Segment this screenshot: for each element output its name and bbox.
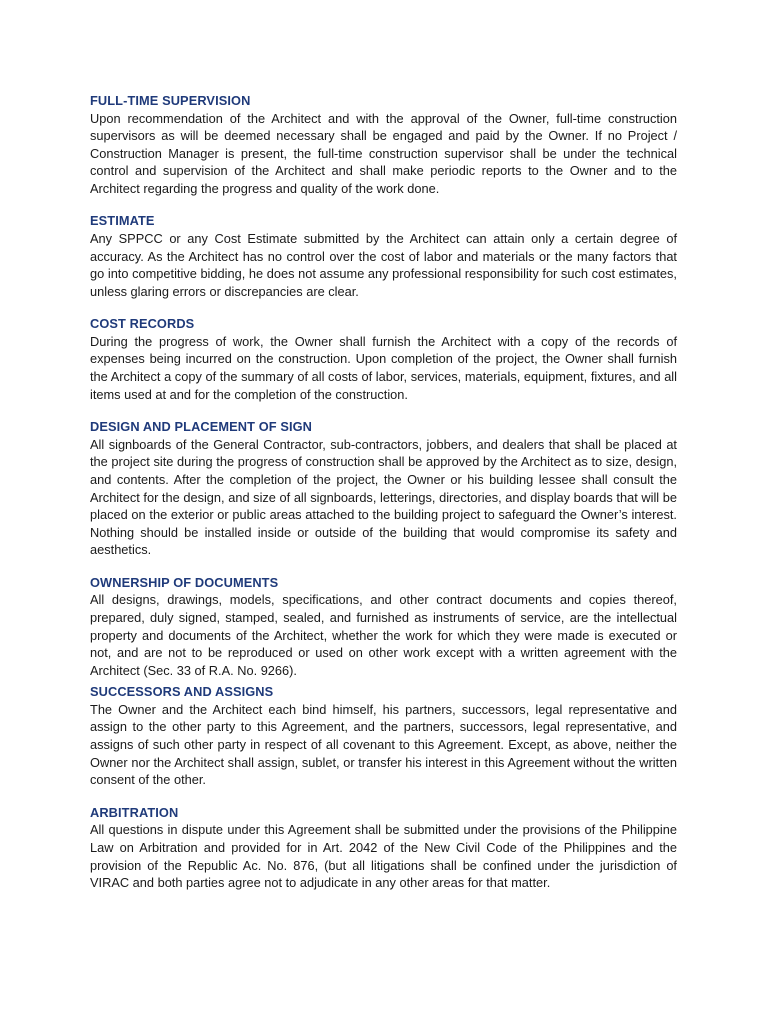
section-arbitration [90, 804, 677, 892]
section-body: All questions in dispute under this Agreement shall be submitted under the provisions of the Philippine Law on Arbitration and provided for in Art. 2042 of the New Civil Code of the Philippines and the provision of the Republic Ac. No. 876, (but all litigations shall be confined under the jurisdiction of VIRAC and both parties agree not to adjudicate in any other areas for that matter. [90, 822, 677, 891]
section-heading: ESTIMATE [90, 213, 155, 229]
section-heading: SUCCESSORS AND ASSIGNS [90, 684, 274, 700]
section-body: The Owner and the Architect each bind himself, his partners, successors, legal representative and assign to the other party to this Agreement, and the partners, successors, legal representative, and assigns of such other party in respect of all covenant to this Agreement. Except, as above, neither the Owner nor the Architect shall assign, sublet, or transfer his interest in this Agreement without the written consent of the other. [90, 701, 677, 788]
section-estimate [90, 212, 677, 300]
section-ownership-of-documents [90, 574, 677, 679]
section-heading: OWNERSHIP OF DOCUMENTS [90, 574, 279, 590]
section-heading: DESIGN AND PLACEMENT OF SIGN [90, 419, 313, 435]
section-successors-and-assigns [90, 683, 677, 788]
section-body: Any SPPCC or any Cost Estimate submitted by the Architect can attain only a certain degree of accuracy. As the Architect has no control over the cost of labor and materials or the many factors that go into competitive bidding, he does not assume any professional responsibility for such cost estimates, unless glaring errors or discrepancies are clear. [90, 230, 677, 299]
section-body: Upon recommendation of the Architect and with the approval of the Owner, full-time construction supervisors as will be deemed necessary shall be engaged and paid by the Owner. If no Project / Construction Manager is present, the full-time construction supervisor shall be under the technical control and supervision of the Architect and shall make periodic reports to the Owner and to the Architect regarding the progress and quality of the work done. [90, 110, 677, 196]
section-body: All designs, drawings, models, specifications, and other contract documents and copies thereof, prepared, duly signed, stamped, sealed, and furnished as instruments of service, are the intellectual property and documents of the Architect, whether the work for which they were made is executed or not, and are not to be reproduced or used on other work except with a written agreement with the Architect (Sec. 33 of R.A. No. 9266). [90, 592, 677, 678]
document-page [90, 92, 677, 907]
section-full-time-supervision [90, 92, 677, 197]
section-heading: COST RECORDS [90, 316, 195, 332]
section-body: During the progress of work, the Owner shall furnish the Architect with a copy of the records of expenses being incurred on the construction. Upon completion of the project, the Owner shall furnish the Architect a copy of the summary of all costs of labor, services, materials, equipment, fixtures, and all items used at and for the completion of the construction. [90, 333, 677, 402]
section-design-and-placement-of-sign [90, 418, 677, 559]
section-heading: ARBITRATION [90, 804, 179, 820]
section-cost-records [90, 315, 677, 403]
section-body: All signboards of the General Contractor, sub-contractors, jobbers, and dealers that shall be placed at the project site during the progress of construction shall be approved by the Architect as to size, design, and contents. After the completion of the project, the Owner or his building lessee shall consult the Architect for the design, and size of all signboards, letterings, directories, and display boards that will be placed on the exterior or public areas attached to the building project to safeguard the Owner’s interest. Nothing should be installed inside or outside of the building that would compromise its safety and aesthetics. [90, 436, 677, 558]
section-heading: FULL-TIME SUPERVISION [90, 93, 251, 108]
